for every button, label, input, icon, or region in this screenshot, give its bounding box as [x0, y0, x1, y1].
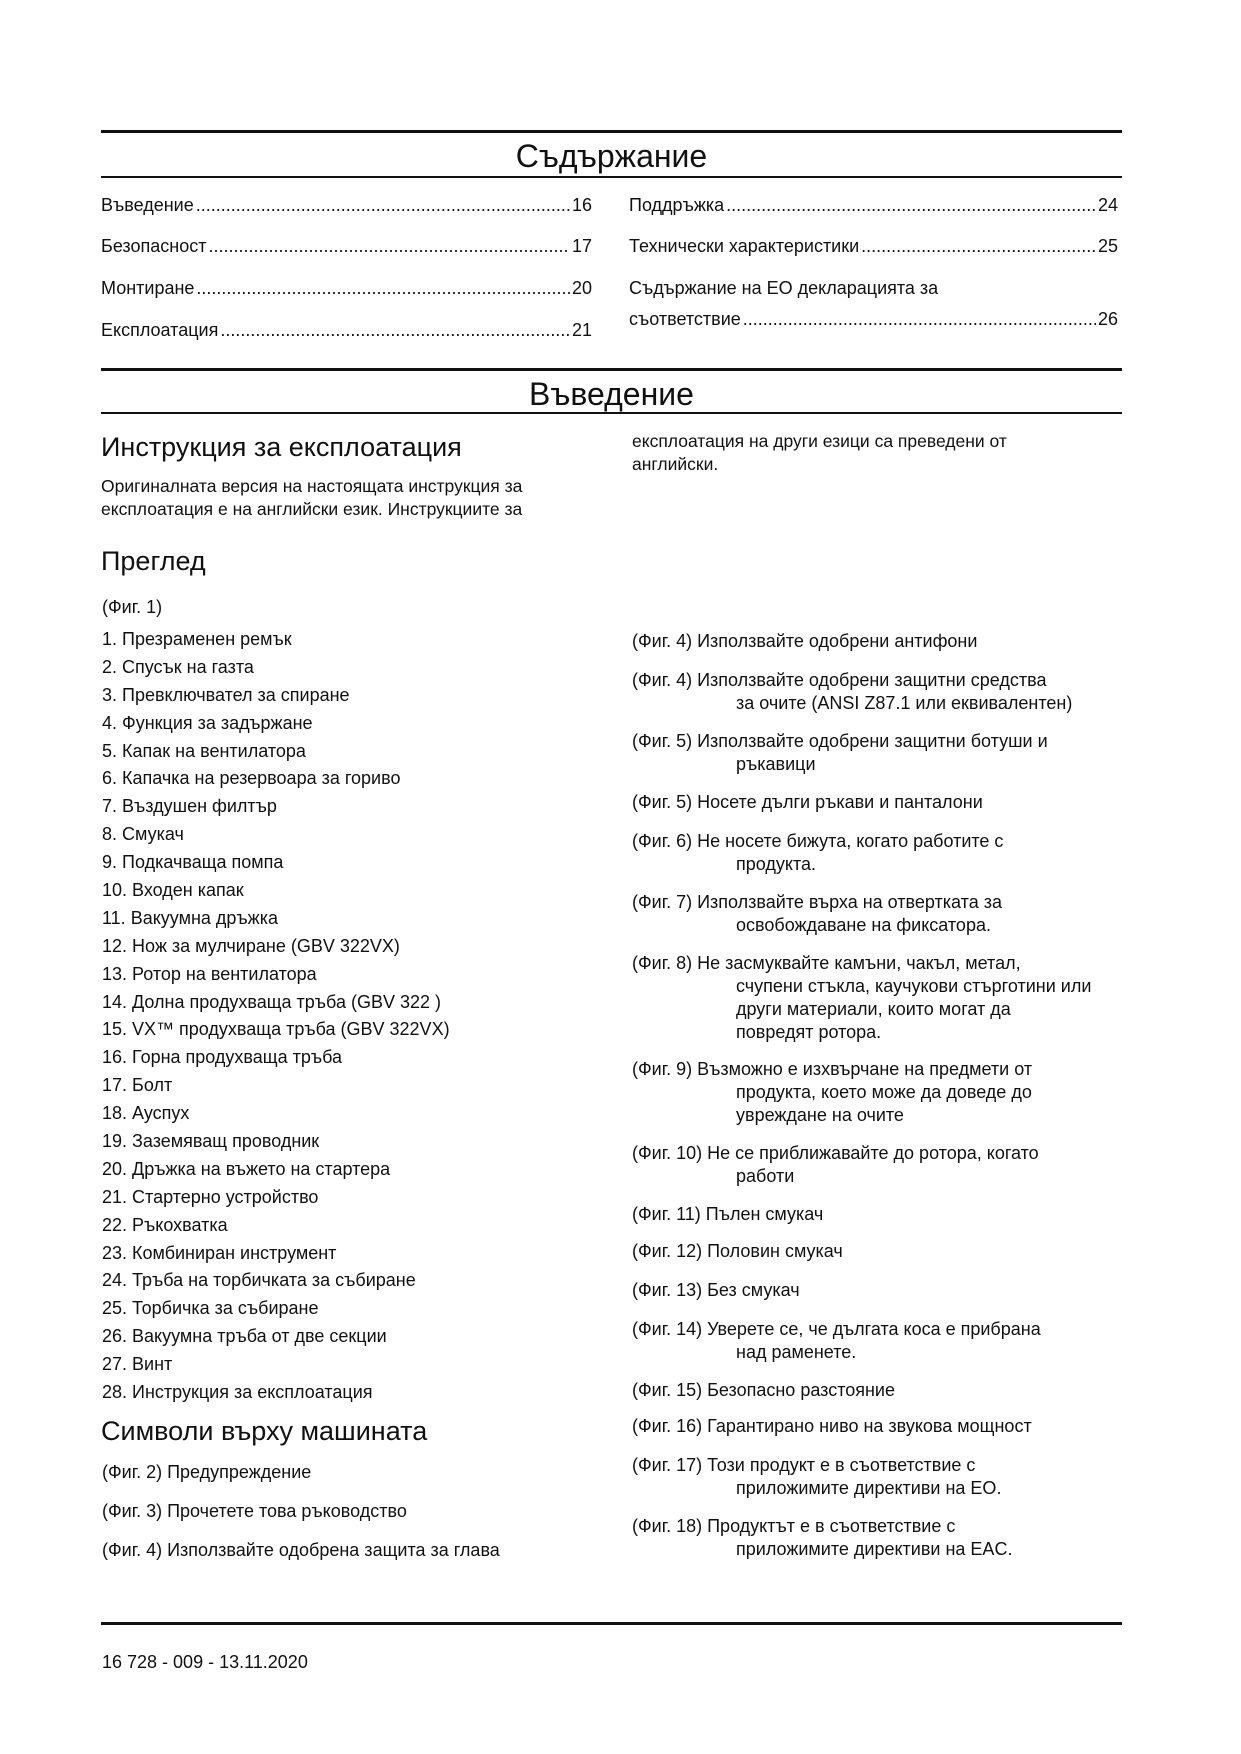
toc-entry-declaration-line1[interactable]: Съдържание на ЕО декларацията за: [629, 278, 939, 298]
symbol-item: (Фиг. 3) Прочетете това ръководство: [102, 1501, 407, 1521]
symbol-item: (Фиг. 11) Пълен смукач: [632, 1204, 824, 1224]
list-item: 17. Болт: [102, 1075, 173, 1096]
list-item: 7. Въздушен филтър: [102, 796, 277, 817]
footer-rule: [101, 1622, 1122, 1625]
list-item: 26. Вакуумна тръба от две секции: [102, 1326, 387, 1347]
toc-entry-page: 25: [1097, 236, 1118, 256]
symbol-item: (Фиг. 8) Не засмуквайте камъни, чакъл, метал, счупени стъкла, каучукови стърготини или други материали, които могат да повредят ротора.: [632, 953, 1092, 1042]
intro-title: Въведение: [529, 376, 694, 412]
toc-entry-page: 17: [571, 236, 592, 256]
toc-entry-page: 21: [571, 320, 592, 340]
list-item: 11. Вакуумна дръжка: [102, 907, 278, 928]
toc-entry-label: Технически характеристики: [629, 236, 860, 256]
list-item: 9. Подкачваща помпа: [102, 852, 284, 873]
toc-entry-page: 20: [571, 278, 592, 298]
list-item: 4. Функция за задържане: [102, 712, 313, 733]
list-item: 2. Спусък на газта: [102, 656, 254, 677]
toc-entry-page: 16: [571, 195, 592, 215]
toc-entry-operation[interactable]: [101, 318, 592, 342]
list-item: 8. Смукач: [102, 824, 184, 845]
overview-heading: Преглед: [101, 546, 206, 576]
toc-entry-label: съответствие: [629, 309, 741, 329]
list-item: 18. Ауспух: [102, 1103, 190, 1124]
symbol-item: (Фиг. 12) Половин смукач: [632, 1241, 843, 1261]
figure-1-reference: (Фиг. 1): [102, 597, 163, 617]
list-item: 15. VX™ продухваща тръба (GBV 322VX): [102, 1019, 450, 1040]
symbol-item: (Фиг. 4) Използвайте одобрени антифони: [632, 631, 978, 651]
symbol-item: (Фиг. 5) Използвайте одобрени защитни ботуши и ръкавици: [632, 731, 1048, 774]
toc-entry-introduction[interactable]: [101, 193, 592, 217]
manual-paragraph: Оригиналната версия на настоящата инструкция за експлоатация е на английски език. Инструкциите за: [101, 476, 523, 519]
list-item: 16. Горна продухваща тръба: [102, 1047, 343, 1068]
toc-entry-page: 24: [1097, 195, 1118, 215]
list-item: 3. Превключвател за спиране: [102, 684, 350, 705]
symbol-item: (Фиг. 15) Безопасно разстояние: [632, 1380, 895, 1400]
symbol-item: (Фиг. 2) Предупреждение: [102, 1462, 312, 1482]
toc-entry-declaration[interactable]: [629, 307, 1118, 331]
list-item: 6. Капачка на резервоара за гориво: [102, 768, 401, 789]
toc-entry-label: Въведение: [101, 195, 194, 215]
symbol-item: (Фиг. 5) Носете дълги ръкави и панталони: [632, 792, 983, 812]
toc-top-rule: [101, 130, 1122, 133]
symbol-item: (Фиг. 4) Използвайте одобрени защитни средства за очите (ANSI Z87.1 или еквивалентен): [632, 670, 1073, 713]
list-item: 10. Входен капак: [102, 880, 244, 901]
symbol-item: (Фиг. 17) Този продукт е в съответствие с приложимите директиви на ЕО.: [632, 1455, 1002, 1498]
symbols-heading: Символи върху машината: [101, 1416, 428, 1446]
symbol-item: (Фиг. 4) Използвайте одобрена защита за глава: [102, 1540, 500, 1560]
intro-top-rule: [101, 368, 1122, 371]
toc-entry-safety[interactable]: [101, 234, 592, 258]
symbol-item: (Фиг. 7) Използвайте върха на отвертката за освобождаване на фиксатора.: [632, 892, 1002, 935]
list-item: 19. Заземяващ проводник: [102, 1131, 320, 1152]
list-item: 23. Комбиниран инструмент: [102, 1242, 337, 1263]
symbol-item: (Фиг. 9) Възможно е изхвърчане на предмети от продукта, което може да доведе до увреждане на очите: [632, 1059, 1033, 1125]
toc-entry-assembly[interactable]: [101, 276, 592, 300]
toc-entry-page: 26: [1097, 309, 1118, 329]
toc-entry-technical-data[interactable]: [629, 234, 1118, 258]
toc-title-rule: [101, 176, 1122, 178]
list-item: 21. Стартерно устройство: [102, 1186, 319, 1207]
list-item: 1. Презраменен ремък: [102, 629, 292, 649]
symbol-item: (Фиг. 16) Гарантирано ниво на звукова мощност: [632, 1416, 1032, 1436]
list-item: 13. Ротор на вентилатора: [102, 963, 317, 984]
list-item: 24. Тръба на торбичката за събиране: [102, 1270, 416, 1291]
toc-entry-label: Монтиране: [101, 278, 195, 298]
list-item: 12. Нож за мулчиране (GBV 322VX): [102, 935, 400, 956]
overview-parts-list: [102, 626, 450, 1407]
list-item: 28. Инструкция за експлоатация: [102, 1382, 373, 1403]
toc-entry-label: Поддръжка: [629, 195, 725, 215]
toc-entry-label: Експлоатация: [101, 320, 219, 340]
symbol-item: (Фиг. 18) Продуктът е в съответствие с приложимите директиви на EAC.: [632, 1516, 1013, 1559]
list-item: 22. Ръкохватка: [102, 1214, 228, 1235]
intro-title-rule: [101, 412, 1122, 414]
list-item: 27. Винт: [102, 1354, 173, 1375]
symbol-item: (Фиг. 6) Не носете бижута, когато работите с продукта.: [632, 831, 1004, 874]
toc-title: Съдържание: [515, 138, 708, 174]
toc-entry-label: Безопасност: [101, 236, 207, 256]
symbol-item: (Фиг. 14) Уверете се, че дългата коса е прибрана над раменете.: [632, 1319, 1041, 1362]
toc-entry-maintenance[interactable]: [629, 193, 1118, 217]
footer-document-code: 16 728 - 009 - 13.11.2020: [102, 1652, 308, 1672]
symbol-item: (Фиг. 10) Не се приближавайте до ротора, когато работи: [632, 1143, 1039, 1186]
manual-heading: Инструкция за експлоатация: [101, 432, 462, 462]
list-item: 25. Торбичка за събиране: [102, 1298, 319, 1319]
symbol-item: (Фиг. 13) Без смукач: [632, 1280, 800, 1300]
list-item: 20. Дръжка на въжето на стартера: [102, 1158, 391, 1179]
manual-paragraph-continued: експлоатация на други езици са преведени от английски.: [632, 431, 1007, 474]
list-item: 5. Капак на вентилатора: [102, 740, 306, 761]
list-item: 14. Долна продухваща тръба (GBV 322 ): [102, 991, 442, 1012]
